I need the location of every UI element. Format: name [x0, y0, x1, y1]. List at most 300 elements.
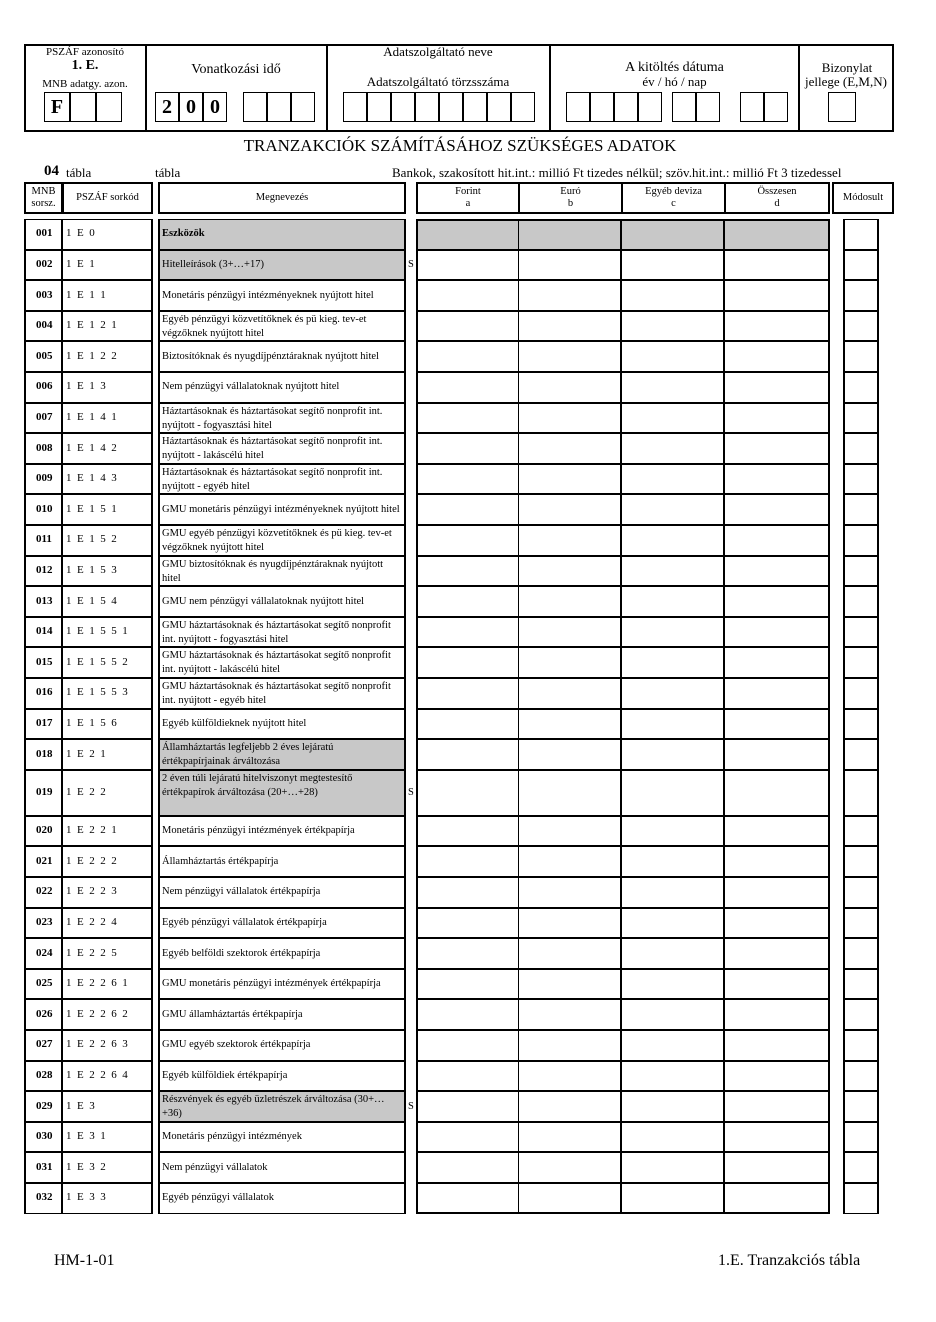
value-input-total[interactable] [724, 311, 830, 342]
value-input-forint[interactable] [416, 372, 519, 403]
value-input-euro[interactable] [518, 433, 621, 464]
row-number: 014 [36, 625, 53, 638]
row-code: 1 E 1 3 [66, 380, 106, 393]
value-input-forint[interactable] [416, 938, 519, 969]
changed-checkbox[interactable] [843, 464, 879, 495]
value-input-euro[interactable] [518, 678, 621, 709]
row-number: 027 [36, 1038, 53, 1051]
value-input-other[interactable] [621, 341, 724, 372]
value-input-other[interactable] [621, 739, 724, 770]
row-code: 1 E 1 4 3 [66, 472, 117, 485]
value-input-other[interactable] [621, 846, 724, 877]
row-code: 1 E 2 2 2 [66, 854, 117, 867]
value-input-other[interactable] [621, 586, 724, 617]
row-code: 1 E 2 2 6 4 [66, 1068, 128, 1081]
row-code: 1 E 1 5 3 [66, 563, 117, 576]
row-name: GMU államháztartás értékpapírja [162, 1008, 303, 1020]
footer-form-code: HM-1-01 [54, 1252, 115, 1269]
changed-checkbox[interactable] [843, 280, 879, 311]
value-input-other[interactable] [621, 999, 724, 1030]
value-input-euro[interactable] [518, 219, 621, 250]
value-input-forint[interactable] [416, 1122, 519, 1153]
value-input-other[interactable] [621, 709, 724, 740]
value-input-forint[interactable] [416, 464, 519, 495]
row-name: GMU biztosítóknak és nyugdíjpénztáraknak nyújtott hitel [162, 558, 384, 584]
value-input-other[interactable] [621, 403, 724, 434]
changed-checkbox[interactable] [843, 908, 879, 939]
value-input-euro[interactable] [518, 647, 621, 678]
value-input-other[interactable] [621, 770, 724, 816]
value-input-forint[interactable] [416, 877, 519, 908]
row-number: 018 [36, 747, 53, 760]
row-code: 1 E 2 2 5 [66, 946, 117, 959]
value-input-forint[interactable] [416, 1183, 519, 1214]
col-header-mnb [24, 182, 63, 214]
value-input-euro[interactable] [518, 556, 621, 587]
pszaf-label: PSZÁF azonosító [46, 46, 124, 58]
changed-checkbox[interactable] [843, 556, 879, 587]
value-input-euro[interactable] [518, 877, 621, 908]
changed-checkbox[interactable] [843, 999, 879, 1030]
row-code: 1 E 3 3 [66, 1191, 106, 1204]
ref-time-digit-2[interactable]: 0 [179, 92, 203, 122]
value-input-other[interactable] [621, 617, 724, 648]
row-name: Egyéb külföldiek értékpapírja [162, 1069, 288, 1081]
ref-time-digit-3[interactable]: 0 [203, 92, 227, 122]
col-header-name [158, 182, 406, 214]
col-header-other-sub: c [671, 198, 676, 209]
fill-date-digit[interactable] [566, 92, 590, 122]
col-header-changed-label: Módosult [842, 192, 884, 203]
value-input-other[interactable] [621, 1152, 724, 1183]
value-input-euro[interactable] [518, 1061, 621, 1092]
value-input-total[interactable] [724, 433, 830, 464]
value-input-total[interactable] [724, 464, 830, 495]
value-input-other[interactable] [621, 678, 724, 709]
value-input-other[interactable] [621, 877, 724, 908]
value-input-total[interactable] [724, 341, 830, 372]
fill-date-digit[interactable] [764, 92, 788, 122]
row-sum-marker: S [408, 258, 414, 270]
row-name: Hitelleírások (3+…+17) [162, 258, 264, 270]
col-header-total-label: Összesen [757, 186, 797, 197]
ref-time-label: Vonatkozási idő [191, 62, 281, 77]
row-code: 1 E 1 5 5 2 [66, 655, 128, 668]
value-input-euro[interactable] [518, 372, 621, 403]
row-number: 006 [36, 380, 53, 393]
ref-time-digit-1[interactable]: 2 [155, 92, 179, 122]
value-input-forint[interactable] [416, 1061, 519, 1092]
row-code: 1 E 1 5 4 [66, 594, 117, 607]
value-input-total[interactable] [724, 999, 830, 1030]
value-input-forint[interactable] [416, 219, 519, 250]
page-title: TRANZAKCIÓK SZÁMÍTÁSÁHOZ SZÜKSÉGES ADATOK [243, 136, 677, 155]
value-input-forint[interactable] [416, 1091, 519, 1122]
row-name: GMU egyéb szektorok értékpapírja [162, 1039, 311, 1051]
value-input-total[interactable] [724, 1030, 830, 1061]
fill-date-label: A kitöltés dátuma [625, 60, 724, 75]
changed-checkbox[interactable] [843, 372, 879, 403]
value-input-other[interactable] [621, 556, 724, 587]
value-input-forint[interactable] [416, 709, 519, 740]
value-input-forint[interactable] [416, 1152, 519, 1183]
changed-checkbox[interactable] [843, 1152, 879, 1183]
col-header-total [724, 182, 830, 214]
row-code: 1 E 2 2 6 2 [66, 1007, 128, 1020]
value-input-total[interactable] [724, 1122, 830, 1153]
value-input-other[interactable] [621, 311, 724, 342]
changed-checkbox[interactable] [843, 816, 879, 847]
changed-checkbox[interactable] [843, 1030, 879, 1061]
fill-date-digit[interactable] [696, 92, 720, 122]
value-input-forint[interactable] [416, 250, 519, 281]
value-input-forint[interactable] [416, 647, 519, 678]
value-input-euro[interactable] [518, 494, 621, 525]
row-number: 009 [36, 472, 53, 485]
value-input-forint[interactable] [416, 617, 519, 648]
row-number: 001 [36, 227, 53, 240]
value-input-other[interactable] [621, 816, 724, 847]
row-name: GMU nem pénzügyi vállalatoknak nyújtott hitel [162, 595, 365, 607]
changed-checkbox[interactable] [843, 938, 879, 969]
col-header-euro-sub: b [567, 198, 574, 209]
row-number: 021 [36, 854, 53, 867]
value-input-euro[interactable] [518, 846, 621, 877]
row-name: Háztartásoknak és háztartásokat segítő nonprofit int. nyújtott - egyéb hitel [162, 466, 383, 492]
col-header-mnb-line2: sorsz. [31, 198, 56, 209]
value-input-other[interactable] [621, 219, 724, 250]
changed-checkbox[interactable] [843, 739, 879, 770]
row-code: 1 E 3 1 [66, 1130, 106, 1143]
value-input-forint[interactable] [416, 403, 519, 434]
changed-checkbox[interactable] [843, 525, 879, 556]
ref-time-digit-4[interactable] [243, 92, 267, 122]
value-input-total[interactable] [724, 770, 830, 816]
changed-checkbox[interactable] [843, 341, 879, 372]
row-name: Egyéb pénzügyi vállalatok értékpapírja [162, 916, 327, 928]
row-name: Nem pénzügyi vállalatok értékpapírja [162, 886, 321, 898]
changed-checkbox[interactable] [843, 678, 879, 709]
value-input-forint[interactable] [416, 280, 519, 311]
changed-checkbox[interactable] [843, 770, 879, 816]
row-name: Részvények és egyéb üzletrészek árváltozása (30+…+36) [162, 1094, 385, 1120]
row-number: 011 [36, 533, 52, 546]
row-code: 1 E 2 2 6 1 [66, 977, 128, 990]
table-word-2: tábla [155, 165, 181, 180]
row-number: 015 [36, 655, 53, 668]
value-input-total[interactable] [724, 586, 830, 617]
changed-checkbox[interactable] [843, 433, 879, 464]
row-number: 025 [36, 977, 53, 990]
col-header-pszaf-label: PSZÁF sorkód [76, 192, 139, 203]
changed-checkbox[interactable] [843, 877, 879, 908]
row-code: 1 E 1 [66, 257, 95, 270]
changed-checkbox[interactable] [843, 219, 879, 250]
row-code: 1 E 1 2 1 [66, 319, 117, 332]
value-input-other[interactable] [621, 908, 724, 939]
col-header-changed [832, 182, 894, 214]
changed-checkbox[interactable] [843, 647, 879, 678]
value-input-euro[interactable] [518, 739, 621, 770]
value-input-euro[interactable] [518, 1122, 621, 1153]
row-number: 024 [36, 946, 53, 959]
col-header-euro [518, 182, 623, 214]
row-number: 030 [36, 1130, 53, 1143]
row-code: 1 E 1 4 2 [66, 441, 117, 454]
ref-time-digit-5[interactable] [267, 92, 291, 122]
provider-reg-digit[interactable] [511, 92, 535, 122]
row-name: Nem pénzügyi vállalatok [162, 1161, 268, 1173]
value-input-other[interactable] [621, 1122, 724, 1153]
col-header-pszaf [62, 182, 153, 214]
header-divider-1 [145, 44, 147, 132]
doc-type-label: Bizonylat [821, 60, 873, 75]
row-name: Egyéb pénzügyi vállalatok [162, 1192, 274, 1204]
fill-date-digit[interactable] [614, 92, 638, 122]
row-code: 1 E 2 1 [66, 747, 106, 760]
value-input-total[interactable] [724, 1091, 830, 1122]
row-code: 1 E 1 4 1 [66, 410, 117, 423]
changed-checkbox[interactable] [843, 1183, 879, 1214]
value-input-forint[interactable] [416, 433, 519, 464]
value-input-euro[interactable] [518, 341, 621, 372]
row-number: 016 [36, 686, 53, 699]
value-input-total[interactable] [724, 908, 830, 939]
row-code: 1 E 1 5 2 [66, 533, 117, 546]
row-code: 1 E 1 2 2 [66, 349, 117, 362]
value-input-other[interactable] [621, 647, 724, 678]
provider-reg-digit[interactable] [367, 92, 391, 122]
changed-checkbox[interactable] [843, 403, 879, 434]
fill-date-digit[interactable] [638, 92, 662, 122]
units-note: Bankok, szakosított hit.int.: millió Ft tizedes nélkül; szöv.hit.int.: millió Ft 3 tizedessel [392, 165, 842, 180]
row-name: GMU háztartásoknak és háztartásokat segítő nonprofit int. nyújtott - fogyasztási hitel [162, 619, 391, 645]
row-code: 1 E 2 2 1 [66, 824, 117, 837]
value-input-total[interactable] [724, 250, 830, 281]
value-input-other[interactable] [621, 969, 724, 1000]
col-header-forint [416, 182, 520, 214]
value-input-total[interactable] [724, 709, 830, 740]
provider-reg-digit[interactable] [391, 92, 415, 122]
value-input-total[interactable] [724, 556, 830, 587]
value-input-other[interactable] [621, 372, 724, 403]
value-input-euro[interactable] [518, 1152, 621, 1183]
value-input-total[interactable] [724, 525, 830, 556]
value-input-euro[interactable] [518, 250, 621, 281]
row-name: GMU monetáris pénzügyi intézmények értékpapírja [162, 978, 381, 990]
value-input-forint[interactable] [416, 908, 519, 939]
value-input-total[interactable] [724, 739, 830, 770]
value-input-other[interactable] [621, 464, 724, 495]
doc-type-sub: jellege (E,M,N) [805, 74, 887, 89]
changed-checkbox[interactable] [843, 1122, 879, 1153]
value-input-euro[interactable] [518, 617, 621, 648]
value-input-total[interactable] [724, 969, 830, 1000]
row-number: 026 [36, 1007, 53, 1020]
value-input-total[interactable] [724, 1183, 830, 1214]
row-sum-marker: S [408, 786, 414, 798]
value-input-total[interactable] [724, 846, 830, 877]
fill-date-digit[interactable] [590, 92, 614, 122]
value-input-euro[interactable] [518, 908, 621, 939]
row-number: 028 [36, 1068, 53, 1081]
value-input-other[interactable] [621, 250, 724, 281]
value-input-forint[interactable] [416, 556, 519, 587]
value-input-euro[interactable] [518, 586, 621, 617]
row-code: 1 E 2 2 4 [66, 915, 117, 928]
row-code: 1 E 1 5 5 1 [66, 625, 128, 638]
value-input-total[interactable] [724, 403, 830, 434]
value-input-total[interactable] [724, 494, 830, 525]
changed-checkbox[interactable] [843, 1061, 879, 1092]
value-input-other[interactable] [621, 494, 724, 525]
value-input-forint[interactable] [416, 1030, 519, 1061]
changed-checkbox[interactable] [843, 709, 879, 740]
value-input-other[interactable] [621, 938, 724, 969]
value-input-total[interactable] [724, 372, 830, 403]
col-header-forint-sub: a [465, 198, 471, 209]
mnb-digit-2[interactable] [70, 92, 96, 122]
provider-reg-digit[interactable] [439, 92, 463, 122]
value-input-euro[interactable] [518, 999, 621, 1030]
col-header-euro-label: Euró [560, 186, 581, 197]
value-input-euro[interactable] [518, 1030, 621, 1061]
value-input-other[interactable] [621, 1183, 724, 1214]
row-number: 022 [36, 885, 53, 898]
value-input-other[interactable] [621, 1091, 724, 1122]
row-number: 019 [36, 785, 53, 798]
changed-checkbox[interactable] [843, 250, 879, 281]
doc-type-input[interactable] [828, 92, 856, 122]
value-input-euro[interactable] [518, 770, 621, 816]
value-input-forint[interactable] [416, 494, 519, 525]
row-code: 1 E 1 5 5 3 [66, 686, 128, 699]
row-code: 1 E 1 1 [66, 288, 106, 301]
provider-reg-digit[interactable] [463, 92, 487, 122]
value-input-euro[interactable] [518, 525, 621, 556]
changed-checkbox[interactable] [843, 617, 879, 648]
row-name: GMU háztartásoknak és háztartásokat segítő nonprofit int. nyújtott - egyéb hitel [162, 681, 391, 706]
fill-date-digit[interactable] [672, 92, 696, 122]
value-input-euro[interactable] [518, 1183, 621, 1214]
value-input-other[interactable] [621, 280, 724, 311]
value-input-other[interactable] [621, 525, 724, 556]
row-sum-marker: S [408, 1100, 414, 1112]
value-input-euro[interactable] [518, 1091, 621, 1122]
row-number: 017 [36, 716, 53, 729]
changed-checkbox[interactable] [843, 586, 879, 617]
col-header-total-sub: d [774, 198, 780, 209]
footer-table-name: 1.E. Tranzakciós tábla [718, 1252, 861, 1269]
row-number: 003 [36, 288, 53, 301]
value-input-euro[interactable] [518, 280, 621, 311]
row-name: Monetáris pénzügyi intézmények [162, 1131, 302, 1143]
value-input-forint[interactable] [416, 525, 519, 556]
col-header-other-label: Egyéb deviza [645, 186, 702, 197]
value-input-total[interactable] [724, 617, 830, 648]
mnb-label: MNB adatgy. azon. [42, 78, 128, 90]
value-input-total[interactable] [724, 816, 830, 847]
mnb-digit-1[interactable]: F [44, 92, 70, 122]
row-name: Egyéb pénzügyi közvetítőknek és pü kieg. tev-et végzőknek nyújtott hitel [162, 313, 367, 339]
value-input-total[interactable] [724, 678, 830, 709]
col-header-name-label: Megnevezés [255, 192, 309, 203]
row-name: Biztosítóknak és nyugdíjpénztáraknak nyújtott hitel [162, 350, 379, 362]
row-number: 031 [36, 1160, 53, 1173]
value-input-total[interactable] [724, 877, 830, 908]
value-input-euro[interactable] [518, 969, 621, 1000]
value-input-total[interactable] [724, 938, 830, 969]
value-input-other[interactable] [621, 1030, 724, 1061]
changed-checkbox[interactable] [843, 1091, 879, 1122]
changed-checkbox[interactable] [843, 494, 879, 525]
ref-time-digit-6[interactable] [291, 92, 315, 122]
fill-date-digit[interactable] [740, 92, 764, 122]
value-input-forint[interactable] [416, 999, 519, 1030]
value-input-forint[interactable] [416, 969, 519, 1000]
value-input-total[interactable] [724, 1061, 830, 1092]
row-number: 020 [36, 824, 53, 837]
provider-reg-digit[interactable] [487, 92, 511, 122]
value-input-forint[interactable] [416, 341, 519, 372]
provider-reg-digit[interactable] [343, 92, 367, 122]
row-code: 1 E 1 5 6 [66, 716, 117, 729]
value-input-total[interactable] [724, 1152, 830, 1183]
value-input-total[interactable] [724, 219, 830, 250]
col-header-other [621, 182, 726, 214]
value-input-forint[interactable] [416, 846, 519, 877]
row-name: Háztartásoknak és háztartásokat segítő nonprofit int. nyújtott - lakáscélú hitel [162, 436, 383, 462]
mnb-digit-3[interactable] [96, 92, 122, 122]
row-number: 004 [36, 319, 53, 332]
value-input-total[interactable] [724, 647, 830, 678]
value-input-euro[interactable] [518, 464, 621, 495]
row-code: 1 E 3 2 [66, 1160, 106, 1173]
changed-checkbox[interactable] [843, 846, 879, 877]
value-input-euro[interactable] [518, 938, 621, 969]
value-input-euro[interactable] [518, 816, 621, 847]
row-number: 032 [36, 1191, 53, 1204]
changed-checkbox[interactable] [843, 311, 879, 342]
value-input-euro[interactable] [518, 709, 621, 740]
provider-reg-digit[interactable] [415, 92, 439, 122]
row-code: 1 E 2 2 6 3 [66, 1038, 128, 1051]
value-input-other[interactable] [621, 433, 724, 464]
row-name: Államháztartás legfeljebb 2 éves lejáratú értékpapírjainak árváltozása [162, 742, 334, 768]
value-input-forint[interactable] [416, 678, 519, 709]
changed-checkbox[interactable] [843, 969, 879, 1000]
row-name: Monetáris pénzügyi intézmények értékpapírja [162, 825, 355, 837]
value-input-forint[interactable] [416, 739, 519, 770]
row-code: 1 E 2 2 [66, 785, 106, 798]
row-name: GMU háztartásoknak és háztartásokat segítő nonprofit int. nyújtott - lakáscélú hitel [162, 650, 391, 676]
value-input-euro[interactable] [518, 311, 621, 342]
value-input-forint[interactable] [416, 770, 519, 816]
value-input-other[interactable] [621, 1061, 724, 1092]
value-input-forint[interactable] [416, 311, 519, 342]
table-number: 04 [44, 163, 59, 179]
row-name: GMU monetáris pénzügyi intézményeknek nyújtott hitel [162, 503, 400, 515]
provider-reg-label: Adatszolgáltató törzsszáma [366, 74, 510, 89]
row-code: 1 E 0 [66, 227, 95, 240]
row-code: 1 E 1 5 1 [66, 502, 117, 515]
value-input-total[interactable] [724, 280, 830, 311]
row-name: Háztartásoknak és háztartásokat segítő nonprofit int. nyújtott - fogyasztási hitel [162, 405, 383, 431]
row-name: Egyéb külföldieknek nyújtott hitel [162, 717, 307, 729]
value-input-euro[interactable] [518, 403, 621, 434]
value-input-forint[interactable] [416, 816, 519, 847]
value-input-forint[interactable] [416, 586, 519, 617]
